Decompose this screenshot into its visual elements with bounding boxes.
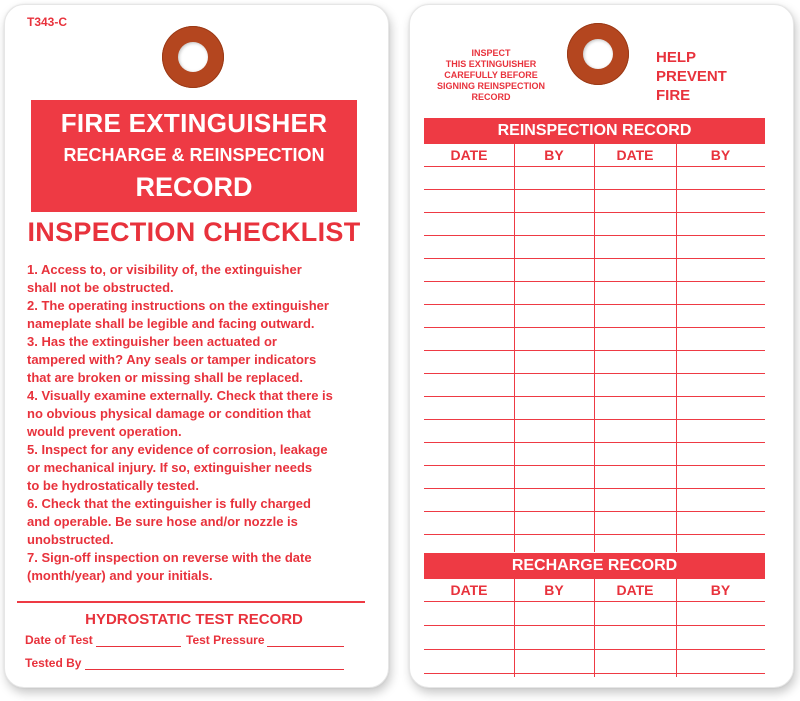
section-divider xyxy=(17,601,365,603)
grid-divider xyxy=(514,144,515,552)
grid-divider xyxy=(594,579,595,677)
grid-row-line xyxy=(424,212,765,213)
checklist-item: 1. Access to, or visibility of, the extinguisher shall not be obstructed. xyxy=(27,262,302,295)
checklist-title: INSPECTION CHECKLIST xyxy=(27,217,361,247)
product-code: T343-C xyxy=(27,15,68,29)
title-line-1: FIRE EXTINGUISHER xyxy=(60,108,328,138)
grid-divider xyxy=(594,144,595,552)
column-header: DATE xyxy=(616,147,654,163)
hydrostatic-test-title: HYDROSTATIC TEST RECORD xyxy=(85,611,303,628)
column-header: BY xyxy=(544,147,564,163)
grid-row-line xyxy=(424,419,765,420)
grid-row-line xyxy=(424,442,765,443)
title-line-2: RECHARGE & REINSPECTION xyxy=(63,145,325,165)
checklist-item: 2. The operating instructions on the extinguisher nameplate shall be legible and facing outward. xyxy=(27,298,329,331)
column-header: DATE xyxy=(450,582,488,598)
grid-row-line xyxy=(424,534,765,535)
checklist-item: 4. Visually examine externally. Check that there is no obvious physical damage or condition that would prevent operation. xyxy=(27,388,333,439)
test-pressure-label: Test Pressure xyxy=(186,633,265,647)
grid-row-line xyxy=(424,350,765,351)
grid-row-line xyxy=(424,649,765,650)
grid-row-line xyxy=(424,511,765,512)
grid-row-line xyxy=(424,373,765,374)
recharge-header: RECHARGE RECORD xyxy=(424,553,765,579)
grid-row-line xyxy=(424,396,765,397)
grid-row-line xyxy=(424,281,765,282)
reinspection-grid xyxy=(424,144,765,552)
column-header: DATE xyxy=(616,582,654,598)
inspection-checklist xyxy=(27,261,367,585)
test-pressure-line[interactable] xyxy=(267,646,344,647)
grid-row-line xyxy=(424,327,765,328)
grid-divider xyxy=(676,144,677,552)
help-prevent-fire: HELP PREVENT FIRE xyxy=(656,49,727,104)
grid-row-line xyxy=(424,258,765,259)
checklist-item: 6. Check that the extinguisher is fully charged and operable. Be sure hose and/or nozzle is unobstructed. xyxy=(27,496,311,547)
title-line-3: RECORD xyxy=(135,172,253,202)
date-of-test-line[interactable] xyxy=(96,646,181,647)
grid-row-line xyxy=(424,235,765,236)
grid-row-line xyxy=(424,304,765,305)
tested-by-label: Tested By xyxy=(25,656,82,670)
grommet-hole-icon xyxy=(567,23,629,85)
grid-row-line xyxy=(424,166,765,167)
tag-front xyxy=(4,4,389,688)
checklist-item: 7. Sign-off inspection on reverse with the date (month/year) and your initials. xyxy=(27,550,312,583)
grommet-hole-icon xyxy=(162,26,224,88)
tested-by-line[interactable] xyxy=(85,669,344,670)
inspect-note: INSPECT THIS EXTINGUISHER CAREFULLY BEFORE SIGNING REINSPECTION RECORD xyxy=(436,48,545,102)
column-header: BY xyxy=(710,582,731,598)
date-of-test-label: Date of Test xyxy=(25,633,93,647)
checklist-item: 3. Has the extinguisher been actuated or tampered with? Any seals or tamper indicators that are broken or missing shall be replaced. xyxy=(27,334,317,385)
grid-row-line xyxy=(424,673,765,674)
reinspection-header: REINSPECTION RECORD xyxy=(424,118,765,144)
checklist-item: 5. Inspect for any evidence of corrosion, leakage or mechanical injury. If so, extinguisher needs to be hydrostatically tested. xyxy=(27,442,328,493)
recharge-grid xyxy=(424,579,765,677)
grid-row-line xyxy=(424,625,765,626)
tag-back xyxy=(409,4,794,688)
column-header: DATE xyxy=(450,147,488,163)
title-banner xyxy=(31,100,357,212)
grid-row-line xyxy=(424,488,765,489)
column-header: BY xyxy=(710,147,731,163)
grid-divider xyxy=(676,579,677,677)
grid-row-line xyxy=(424,465,765,466)
column-header: BY xyxy=(544,582,564,598)
grid-row-line xyxy=(424,601,765,602)
grid-row-line xyxy=(424,189,765,190)
grid-divider xyxy=(514,579,515,677)
